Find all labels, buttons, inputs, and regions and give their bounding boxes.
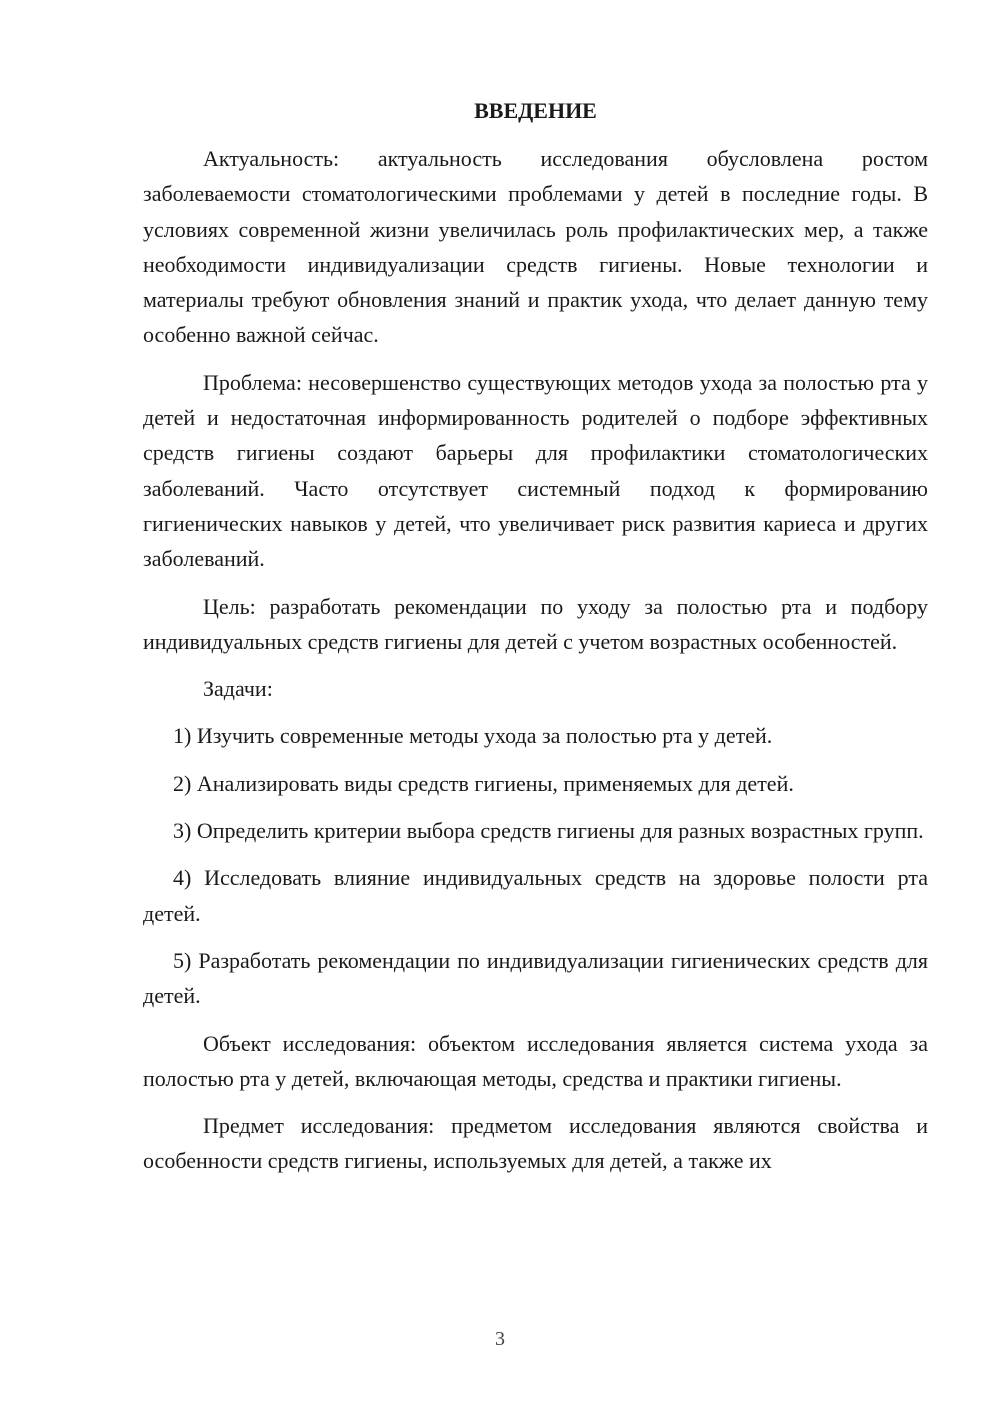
task-item: 1) Изучить современные методы ухода за полостью рта у детей. xyxy=(173,723,773,749)
tasks-title: Задачи: xyxy=(203,676,273,702)
task-item: 4) Исследовать влияние индивидуальных средств на здоровье полости рта детей. xyxy=(143,865,928,926)
relevance-paragraph: Актуальность: актуальность исследования обусловлена ростом заболеваемости стоматологическими проблемами у детей в последние годы. В условиях современной жизни увеличилась роль профилактических мер, а также необходимости индивидуализации средств гигиены. Новые технологии и материалы требуют обновления знаний и практик ухода, что делает данную тему особенно важной сейчас. xyxy=(143,146,928,348)
task-item: 3) Определить критерии выбора средств гигиены для разных возрастных групп. xyxy=(173,818,924,844)
problem-paragraph: Проблема: несовершенство существующих методов ухода за полостью рта у детей и недостаточная информированность родителей о подборе эффективных средств гигиены создают барьеры для профилактики стоматологических заболеваний. Часто отсутствует системный подход к формированию гигиенических навыков у детей, что увеличивает риск развития кариеса и других заболеваний. xyxy=(143,369,928,572)
page-number: 3 xyxy=(495,1328,505,1350)
goal-paragraph: Цель: разработать рекомендации по уходу за полостью рта и подбору индивидуальных средств гигиены для детей с учетом возрастных особенностей. xyxy=(143,593,928,654)
task-item: 2) Анализировать виды средств гигиены, применяемых для детей. xyxy=(173,770,794,796)
object-paragraph: Объект исследования: объектом исследования является система ухода за полостью рта у детей, включающая методы, средства и практики гигиены. xyxy=(143,1030,928,1091)
subject-paragraph: Предмет исследования: предметом исследования являются свойства и особенности средств гигиены, используемых для детей, а также их xyxy=(143,1113,928,1174)
section-heading: ВВЕДЕНИЕ xyxy=(474,98,597,123)
page-content xyxy=(143,93,928,1191)
task-item: 5) Разработать рекомендации по индивидуализации гигиенических средств для детей. xyxy=(143,947,928,1009)
